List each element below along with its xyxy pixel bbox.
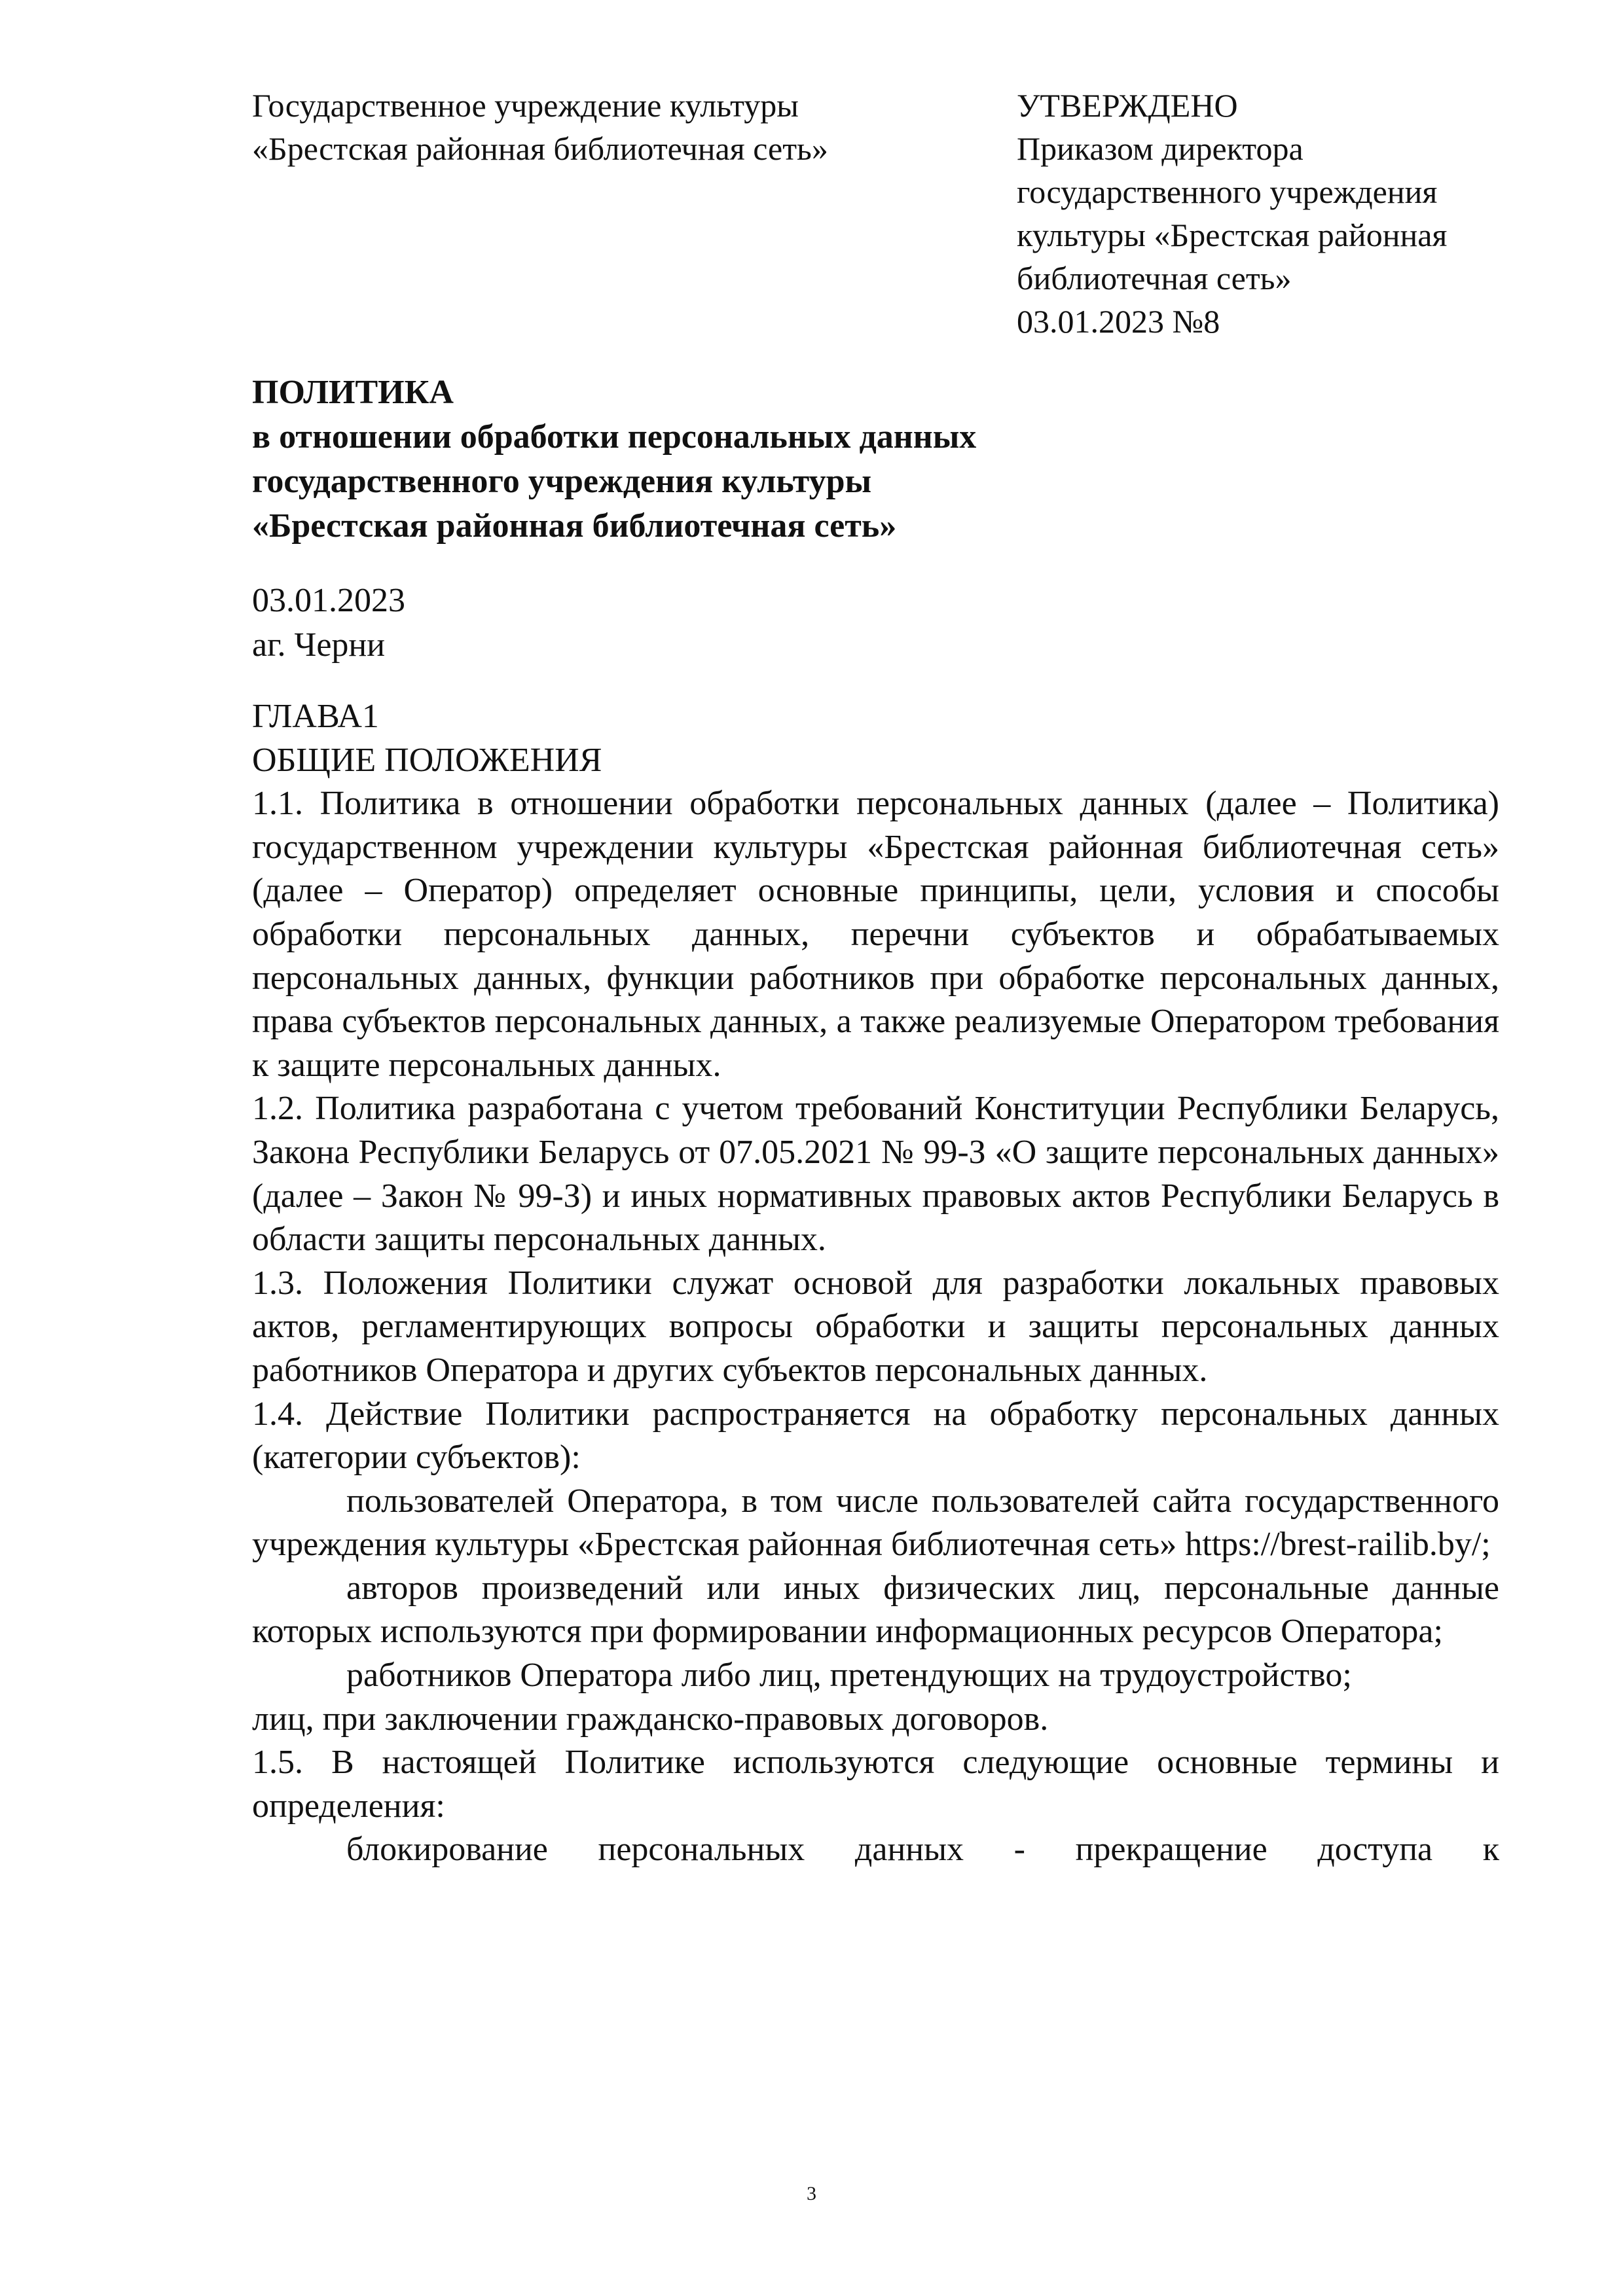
- chapter-heading: ОБЩИЕ ПОЛОЖЕНИЯ: [252, 741, 602, 779]
- document-place: аг. Черни: [252, 626, 386, 664]
- approval-line-2: Приказом директора: [1017, 130, 1304, 167]
- title-line-1: в отношении обработки персональных данных: [252, 418, 977, 456]
- organization-line-1: Государственное учреждение культуры: [252, 87, 799, 124]
- paragraph-1-1: 1.1. Политика в отношении обработки персональных данных (далее – Политика) государственном учреждении культуры «Брестская районная библиотечная сеть» (далее – Оператор) определяет основные принципы, цели, условия и способы обработки персональных данных, перечни субъектов и обрабатываемых персональных данных, функции работников при обработке персональных данных, права субъектов персональных данных, а также реализуемые Оператором требования к защите персональных данных.: [252, 785, 1499, 1084]
- document-date: 03.01.2023: [252, 582, 405, 619]
- paragraph-1-5: 1.5. В настоящей Политике используются следующие основные термины и определения:: [252, 1744, 1499, 1825]
- organization-name: [252, 84, 972, 170]
- chapter-label: ГЛАВА1: [252, 698, 379, 735]
- term-blocking: блокирование персональных данных - прекращение доступа к: [346, 1831, 1499, 1869]
- approval-line-4: культуры «Брестская районная: [1017, 217, 1448, 253]
- approval-line-5: библиотечная сеть»: [1017, 260, 1292, 296]
- page-number: 3: [807, 2183, 816, 2204]
- list-item-contracts: лиц, при заключении гражданско-правовых договоров.: [252, 1700, 1049, 1738]
- approval-line-6: 03.01.2023 №8: [1017, 303, 1220, 340]
- organization-line-2: «Брестская районная библиотечная сеть»: [252, 130, 828, 167]
- approval-line-1: УТВЕРЖДЕНО: [1017, 87, 1238, 124]
- document-body: [252, 695, 1499, 1872]
- approval-line-3: государственного учреждения: [1017, 173, 1438, 210]
- list-item-workers: работников Оператора либо лиц, претендующих на трудоустройство;: [346, 1657, 1352, 1695]
- list-item-authors: авторов произведений или иных физических лиц, персональные данные которых используются при формировании информационных ресурсов Оператора;: [252, 1569, 1499, 1651]
- paragraph-1-3: 1.3. Положения Политики служат основой для разработки локальных правовых актов, регламентирующих вопросы обработки и защиты персональных данных работников Оператора и других субъектов персональных данных.: [252, 1264, 1499, 1389]
- document-meta: [252, 579, 907, 668]
- document-title: [252, 370, 1496, 548]
- paragraph-1-4: 1.4. Действие Политики распространяется на обработку персональных данных (категории субъектов):: [252, 1395, 1499, 1477]
- title-line-2: государственного учреждения культуры: [252, 463, 872, 500]
- paragraph-1-2: 1.2. Политика разработана с учетом требований Конституции Республики Беларусь, Закона Республики Беларусь от 07.05.2021 № 99-З «О защите персональных данных» (далее – Закон № 99-З) и иных нормативных правовых актов Республики Беларусь в области защиты персональных данных.: [252, 1090, 1499, 1259]
- approval-stamp-text: [1017, 84, 1514, 343]
- title-line-3: «Брестская районная библиотечная сеть»: [252, 507, 897, 545]
- title-main: ПОЛИТИКА: [252, 374, 454, 411]
- list-item-users: пользователей Оператора, в том числе пользователей сайта государственного учреждения культуры «Брестская районная библиотечная сеть» https://brest-railib.by/;: [252, 1482, 1499, 1564]
